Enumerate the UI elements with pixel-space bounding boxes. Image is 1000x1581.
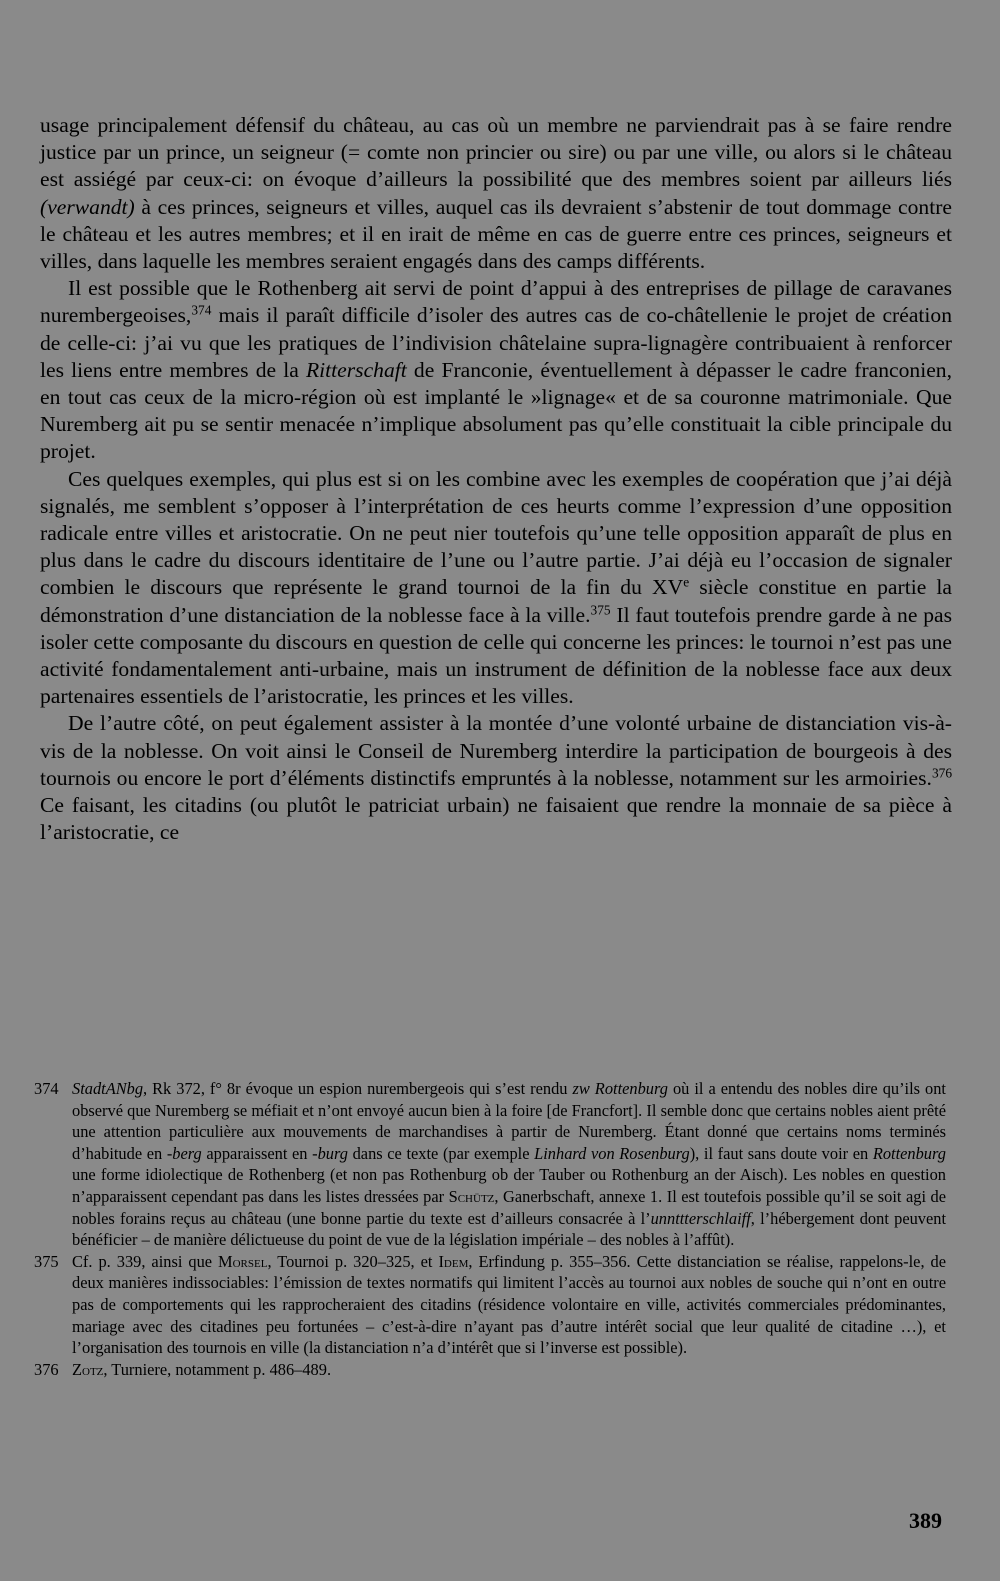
author-name: Idem [438,1251,469,1271]
author-name: Zotz [72,1359,104,1379]
paragraph-text: Ces quelques exemples, qui plus est si on les combine avec les exemples de coopération que j’ai déjà signalés, me semblent s’opposer à l’interprétation de ces heurts comme l’expression d’une opposition radicale entre villes et aristocratie. On ne peut nier toutefois qu’une telle opposition apparaît de plus en plus dans le cadre du discours identitaire de l’une ou l’autre partie. J’ai déjà eu l’occasion de signaler combien le discours que représente le grand tournoi de la fin du XV [40,466,952,600]
body-text [40,112,952,846]
italic-term: Rottenburg [872,1143,946,1163]
paragraph-text: De l’autre côté, on peut également assister à la montée d’une volonté urbaine de distanciation vis-à-vis de la noblesse. On voit ainsi le Conseil de Nuremberg interdire la participation de bourgeois à des tournois ou encore le port d’éléments distinctifs empruntés à la noblesse, notamment sur les armoiries. [40,711,952,790]
italic-term: StadtANbg [72,1079,144,1098]
italic-term: zw Rottenburg [572,1079,668,1098]
paragraph-text: Il faut toutefois prendre garde à ne pas isoler cette composante du discours en question de celle qui concerne les princes: le tournoi n’est pas une activité fondamentalement anti-urbaine, mais un instrument de définition de la noblesse face aux deux partenaires essentiels de l’aristocratie, les princes et les villes. [40,602,952,709]
paragraph-1 [40,112,952,275]
footnote-ref-375[interactable]: 375 [590,602,611,618]
paragraph-text: Ce faisant, les citadins (ou plutôt le patriciat urbain) ne faisaient que rendre la monnaie de sa pièce à l’aristocratie, ce [40,793,952,845]
italic-term: (verwandt) [40,194,135,219]
footnote-text: Cf. p. 339, ainsi que [72,1251,219,1271]
author-name: Schütz [448,1186,495,1206]
footnote-text: , Ganerbschaft, annexe 1. Il est toutefois possible qu’il se soit agi de nobles forains reçus au château (une bonne partie du texte est d’ailleurs consacrée à l’ [72,1186,946,1228]
footnote-ref-374[interactable]: 374 [191,303,212,319]
footnote-text: une forme idiolectique de Rothenberg (et non pas Rothenburg ob der Tauber ou Rothenburg an der Aisch). Les nobles en question n’apparaissent cependant pas dans les listes dressées par [72,1165,946,1206]
footnote-375 [34,1251,947,1359]
footnote-text: ), il faut sans doute voir en [689,1143,873,1163]
footnote-text: apparaissent en [201,1143,313,1163]
footnote-number: 374 [34,1079,59,1098]
italic-term: Linhard von Rosenburg [534,1143,690,1163]
author-name: Morsel [218,1251,268,1271]
paragraph-4 [40,710,952,846]
paragraph-text: mais il paraît difficile d’isoler des autres cas de co-châtellenie le projet de création de celle-ci: j’ai vu que les pratiques de l’indivision châtelaine supra-lignagère contribuaient à renforcer les liens entre membres de la [40,303,952,382]
italic-term: Ritterschaft [305,357,407,382]
paragraph-text: siècle constitue en partie la démonstration d’une distanciation de la noblesse face à la ville. [40,575,952,627]
paragraph-text: Il est possible que le Rothenberg ait servi de point d’appui à des entreprises de pillage de caravanes nurembergeoises, [40,276,952,328]
footnotes [34,1078,946,1380]
footnote-376 [34,1359,946,1381]
footnote-number: 376 [34,1359,59,1379]
footnote-374 [34,1078,947,1251]
footnote-number: 375 [34,1251,59,1271]
italic-term: -berg [166,1143,202,1163]
page-number: 389 [909,1508,942,1533]
italic-term: unnttterschlaiff [650,1208,751,1228]
footnote-text: dans ce texte (par exemple [347,1143,535,1163]
footnote-text: , l’hébergement dont peuvent bénéficier – de manière délictueuse du point de vue de la législation impériale – des nobles à l’affût). [72,1208,947,1250]
paragraph-text: à ces princes, seigneurs et villes, auquel cas ils devraient s’abstenir de tout dommage contre le château et les autres membres; et il en irait de même en cas de guerre entre ces princes, seigneurs et villes, dans laquelle les membres seraient engagés dans des camps différents. [40,194,952,274]
paragraph-text: de Franconie, éventuellement à dépasser le cadre franconien, en tout cas ceux de la micro-région où est implanté le »lignage« et de sa couronne matrimoniale. Que Nuremberg ait pu se sentir menacée n’implique absolument pas qu’elle constituait la cible principale du projet. [40,357,952,464]
footnote-text: où il a entendu des nobles dire qu’ils ont observé que Nuremberg se méfiait et n’ont envoyé aucun bien à la foire [de Francfort]. Il semble donc que certains nobles aient prêté une attention particulière aux mouvements de marchandises à partir de Nuremberg. Étant donné que certains noms terminés d’habitude en [72,1079,946,1163]
footnote-text: , Rk 372, f° 8r évoque un espion nurembergeois qui s’est rendu [143,1079,573,1098]
footnote-ref-376[interactable]: 376 [931,765,952,781]
century-superscript: e [683,575,690,591]
italic-term: -burg [312,1143,348,1163]
footnote-text: , Tournoi p. 320–325, et [267,1251,439,1271]
paragraph-3 [40,466,952,711]
paragraph-text: usage principalement défensif du château, au cas où un membre ne parviendrait pas à se faire rendre justice par un prince, un seigneur (= comte non princier ou sire) ou par une ville, ou alors si le château est assiégé par ceux-ci: on évoque d’ailleurs la possibilité que des membres soient par ailleurs liés [40,113,952,192]
footnote-text: , Turniere, notamment p. 486–489. [103,1359,332,1379]
paragraph-2 [40,275,952,465]
footnote-text: , Erfindung p. 355–356. Cette distanciation se réalise, rappelons-le, de deux manières indissociables: l’émission de textes normatifs qui limitent l’accès au tournoi aux nobles de souche qui n’ont en outre pas de comportements qui les rapprocheraient des citadins (résidence volontaire en ville, activités commerciales prédominantes, mariage avec des citadines peu fortunées – c’est-à-dire n’ayant pas d’autre intérêt social que leur qualité de citadine …), et l’organisation des tournois en ville (la distanciation n’a d’intérêt que si l’inverse est possible). [72,1251,947,1358]
